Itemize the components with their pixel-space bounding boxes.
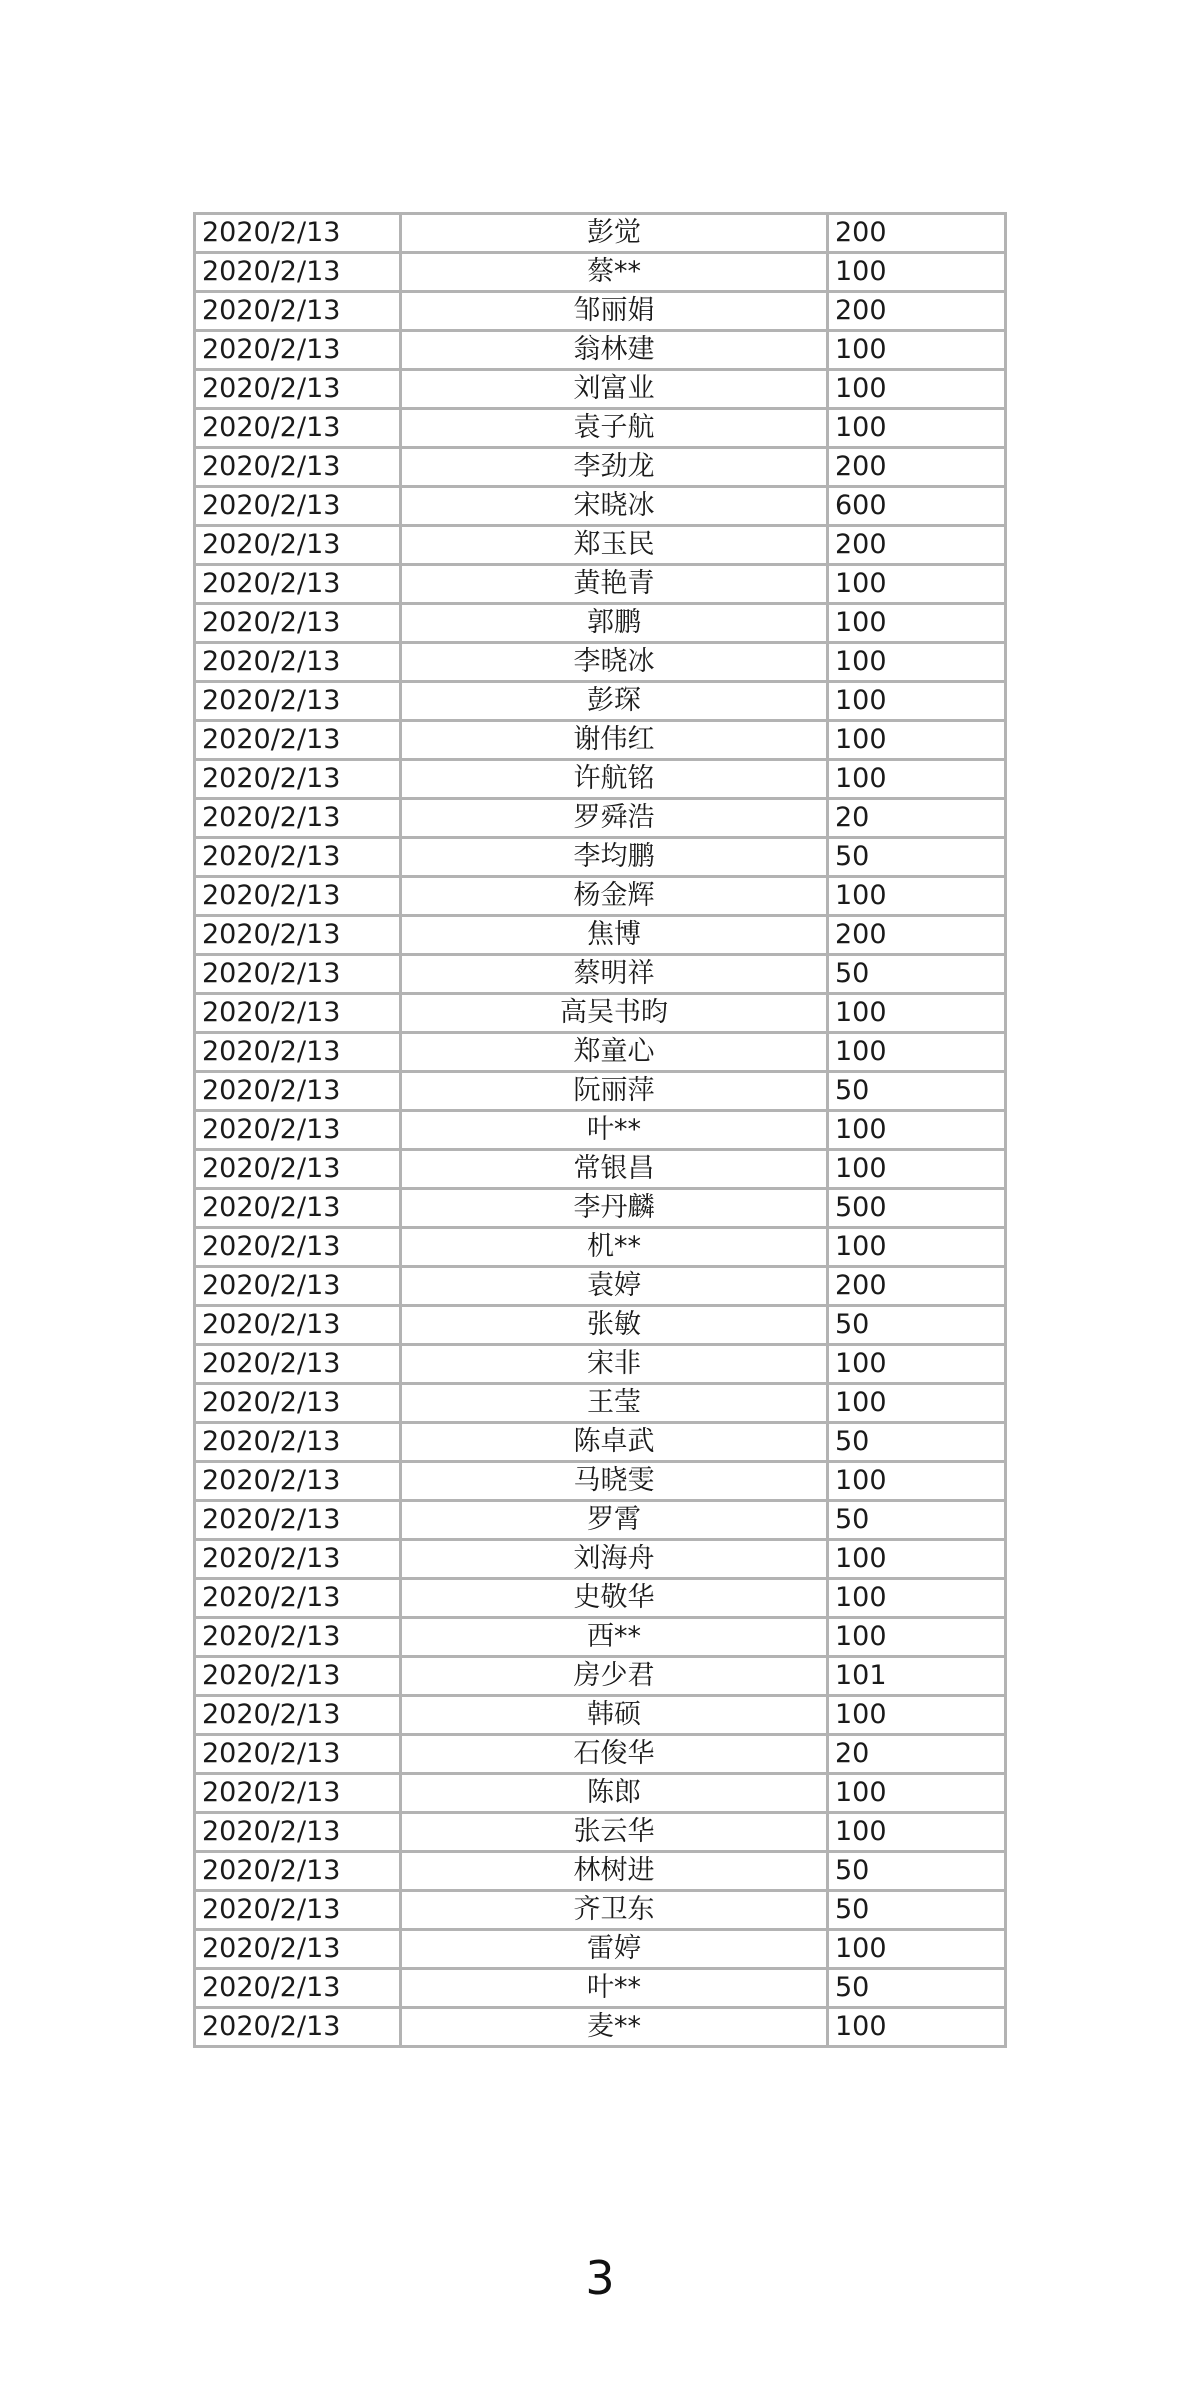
name-cell: 陈郎 [401,1774,828,1813]
amount-cell: 100 [828,1345,1006,1384]
name-cell: 西** [401,1618,828,1657]
table-row [195,1696,1006,1735]
date-cell: 2020/2/13 [195,1579,401,1618]
name-cell: 常银昌 [401,1150,828,1189]
name-cell: 杨金辉 [401,877,828,916]
name-cell: 李丹麟 [401,1189,828,1228]
date-cell: 2020/2/13 [195,1462,401,1501]
date-cell: 2020/2/13 [195,1306,401,1345]
amount-cell: 50 [828,955,1006,994]
name-cell: 叶** [401,1111,828,1150]
amount-cell: 100 [828,253,1006,292]
table-row [195,1306,1006,1345]
amount-cell: 100 [828,370,1006,409]
amount-cell: 100 [828,1111,1006,1150]
amount-cell: 100 [828,1774,1006,1813]
name-cell: 焦博 [401,916,828,955]
amount-cell: 100 [828,1540,1006,1579]
date-cell: 2020/2/13 [195,370,401,409]
table-row [195,1345,1006,1384]
date-cell: 2020/2/13 [195,838,401,877]
date-cell: 2020/2/13 [195,760,401,799]
table-row [195,2008,1006,2047]
date-cell: 2020/2/13 [195,1930,401,1969]
amount-cell: 100 [828,682,1006,721]
date-cell: 2020/2/13 [195,955,401,994]
amount-cell: 200 [828,1267,1006,1306]
name-cell: 袁婷 [401,1267,828,1306]
date-cell: 2020/2/13 [195,448,401,487]
amount-cell: 100 [828,1930,1006,1969]
name-cell: 黄艳青 [401,565,828,604]
table-row [195,955,1006,994]
name-cell: 麦** [401,2008,828,2047]
date-cell: 2020/2/13 [195,1969,401,2008]
amount-cell: 500 [828,1189,1006,1228]
table-row [195,877,1006,916]
date-cell: 2020/2/13 [195,2008,401,2047]
date-cell: 2020/2/13 [195,331,401,370]
date-cell: 2020/2/13 [195,799,401,838]
table-row [195,1657,1006,1696]
date-cell: 2020/2/13 [195,721,401,760]
date-cell: 2020/2/13 [195,1540,401,1579]
amount-cell: 100 [828,1462,1006,1501]
table-row [195,1930,1006,1969]
amount-cell: 100 [828,1618,1006,1657]
date-cell: 2020/2/13 [195,994,401,1033]
name-cell: 叶** [401,1969,828,2008]
date-cell: 2020/2/13 [195,1072,401,1111]
date-cell: 2020/2/13 [195,526,401,565]
table-row [195,1540,1006,1579]
date-cell: 2020/2/13 [195,1111,401,1150]
date-cell: 2020/2/13 [195,1813,401,1852]
name-cell: 刘海舟 [401,1540,828,1579]
date-cell: 2020/2/13 [195,1267,401,1306]
date-cell: 2020/2/13 [195,1735,401,1774]
amount-cell: 200 [828,214,1006,253]
name-cell: 李晓冰 [401,643,828,682]
table-row [195,1813,1006,1852]
amount-cell: 50 [828,1423,1006,1462]
amount-cell: 50 [828,1852,1006,1891]
name-cell: 许航铭 [401,760,828,799]
table-row [195,1423,1006,1462]
name-cell: 史敬华 [401,1579,828,1618]
name-cell: 阮丽萍 [401,1072,828,1111]
table-row [195,1228,1006,1267]
amount-cell: 600 [828,487,1006,526]
amount-cell: 100 [828,994,1006,1033]
amount-cell: 100 [828,1150,1006,1189]
amount-cell: 50 [828,838,1006,877]
amount-cell: 100 [828,760,1006,799]
amount-cell: 200 [828,526,1006,565]
table-row [195,682,1006,721]
table-row [195,1618,1006,1657]
date-cell: 2020/2/13 [195,682,401,721]
date-cell: 2020/2/13 [195,1150,401,1189]
amount-cell: 100 [828,1033,1006,1072]
name-cell: 王莹 [401,1384,828,1423]
amount-cell: 20 [828,799,1006,838]
name-cell: 罗霄 [401,1501,828,1540]
amount-cell: 200 [828,448,1006,487]
name-cell: 宋晓冰 [401,487,828,526]
date-cell: 2020/2/13 [195,1774,401,1813]
amount-cell: 20 [828,1735,1006,1774]
table-row [195,1189,1006,1228]
table-row [195,1852,1006,1891]
name-cell: 邹丽娟 [401,292,828,331]
date-cell: 2020/2/13 [195,487,401,526]
name-cell: 郑童心 [401,1033,828,1072]
date-cell: 2020/2/13 [195,1345,401,1384]
amount-cell: 100 [828,1696,1006,1735]
name-cell: 宋非 [401,1345,828,1384]
amount-cell: 100 [828,1228,1006,1267]
name-cell: 蔡明祥 [401,955,828,994]
name-cell: 张云华 [401,1813,828,1852]
date-cell: 2020/2/13 [195,1033,401,1072]
amount-cell: 50 [828,1072,1006,1111]
amount-cell: 100 [828,1813,1006,1852]
table-row [195,1774,1006,1813]
amount-cell: 100 [828,331,1006,370]
table-row [195,799,1006,838]
table-row [195,448,1006,487]
amount-cell: 100 [828,565,1006,604]
table-row [195,409,1006,448]
table-row [195,721,1006,760]
name-cell: 郑玉民 [401,526,828,565]
table-row [195,565,1006,604]
date-cell: 2020/2/13 [195,409,401,448]
date-cell: 2020/2/13 [195,877,401,916]
name-cell: 李均鹏 [401,838,828,877]
name-cell: 房少君 [401,1657,828,1696]
table-row [195,1462,1006,1501]
date-cell: 2020/2/13 [195,1501,401,1540]
name-cell: 罗舜浩 [401,799,828,838]
name-cell: 郭鹏 [401,604,828,643]
table-row [195,1033,1006,1072]
date-cell: 2020/2/13 [195,1618,401,1657]
name-cell: 马晓雯 [401,1462,828,1501]
date-cell: 2020/2/13 [195,604,401,643]
name-cell: 彭觉 [401,214,828,253]
table-row [195,994,1006,1033]
table-row [195,760,1006,799]
amount-cell: 50 [828,1306,1006,1345]
amount-cell: 50 [828,1501,1006,1540]
amount-cell: 200 [828,292,1006,331]
name-cell: 机** [401,1228,828,1267]
table-row [195,370,1006,409]
amount-cell: 200 [828,916,1006,955]
name-cell: 蔡** [401,253,828,292]
name-cell: 彭琛 [401,682,828,721]
date-cell: 2020/2/13 [195,1189,401,1228]
amount-cell: 100 [828,877,1006,916]
amount-cell: 100 [828,2008,1006,2047]
table-row [195,1072,1006,1111]
amount-cell: 100 [828,1579,1006,1618]
table-row [195,1150,1006,1189]
name-cell: 张敏 [401,1306,828,1345]
date-cell: 2020/2/13 [195,1228,401,1267]
name-cell: 陈卓武 [401,1423,828,1462]
name-cell: 刘富业 [401,370,828,409]
amount-cell: 50 [828,1969,1006,2008]
table-row [195,253,1006,292]
name-cell: 李劲龙 [401,448,828,487]
date-cell: 2020/2/13 [195,292,401,331]
table-row [195,1579,1006,1618]
amount-cell: 100 [828,1384,1006,1423]
date-cell: 2020/2/13 [195,1696,401,1735]
table-row [195,292,1006,331]
table-row [195,487,1006,526]
date-cell: 2020/2/13 [195,643,401,682]
table-row [195,604,1006,643]
name-cell: 雷婷 [401,1930,828,1969]
amount-cell: 100 [828,409,1006,448]
table-row [195,1969,1006,2008]
donation-table [193,212,1007,2048]
date-cell: 2020/2/13 [195,1852,401,1891]
name-cell: 翁林建 [401,331,828,370]
amount-cell: 100 [828,721,1006,760]
date-cell: 2020/2/13 [195,253,401,292]
date-cell: 2020/2/13 [195,565,401,604]
date-cell: 2020/2/13 [195,916,401,955]
amount-cell: 101 [828,1657,1006,1696]
table-row [195,1501,1006,1540]
table-row [195,1735,1006,1774]
table-row [195,916,1006,955]
amount-cell: 100 [828,604,1006,643]
table-row [195,838,1006,877]
table-row [195,1384,1006,1423]
name-cell: 韩硕 [401,1696,828,1735]
table-row [195,526,1006,565]
name-cell: 高吴书昀 [401,994,828,1033]
name-cell: 齐卫东 [401,1891,828,1930]
table-row [195,1267,1006,1306]
amount-cell: 50 [828,1891,1006,1930]
date-cell: 2020/2/13 [195,214,401,253]
table-row [195,1111,1006,1150]
table-row [195,643,1006,682]
name-cell: 林树进 [401,1852,828,1891]
table-row [195,1891,1006,1930]
name-cell: 石俊华 [401,1735,828,1774]
name-cell: 袁子航 [401,409,828,448]
table-row [195,331,1006,370]
date-cell: 2020/2/13 [195,1891,401,1930]
name-cell: 谢伟红 [401,721,828,760]
amount-cell: 100 [828,643,1006,682]
date-cell: 2020/2/13 [195,1657,401,1696]
date-cell: 2020/2/13 [195,1384,401,1423]
table-row [195,214,1006,253]
date-cell: 2020/2/13 [195,1423,401,1462]
table-body [195,214,1006,2047]
page-number: 3 [585,2251,615,2305]
